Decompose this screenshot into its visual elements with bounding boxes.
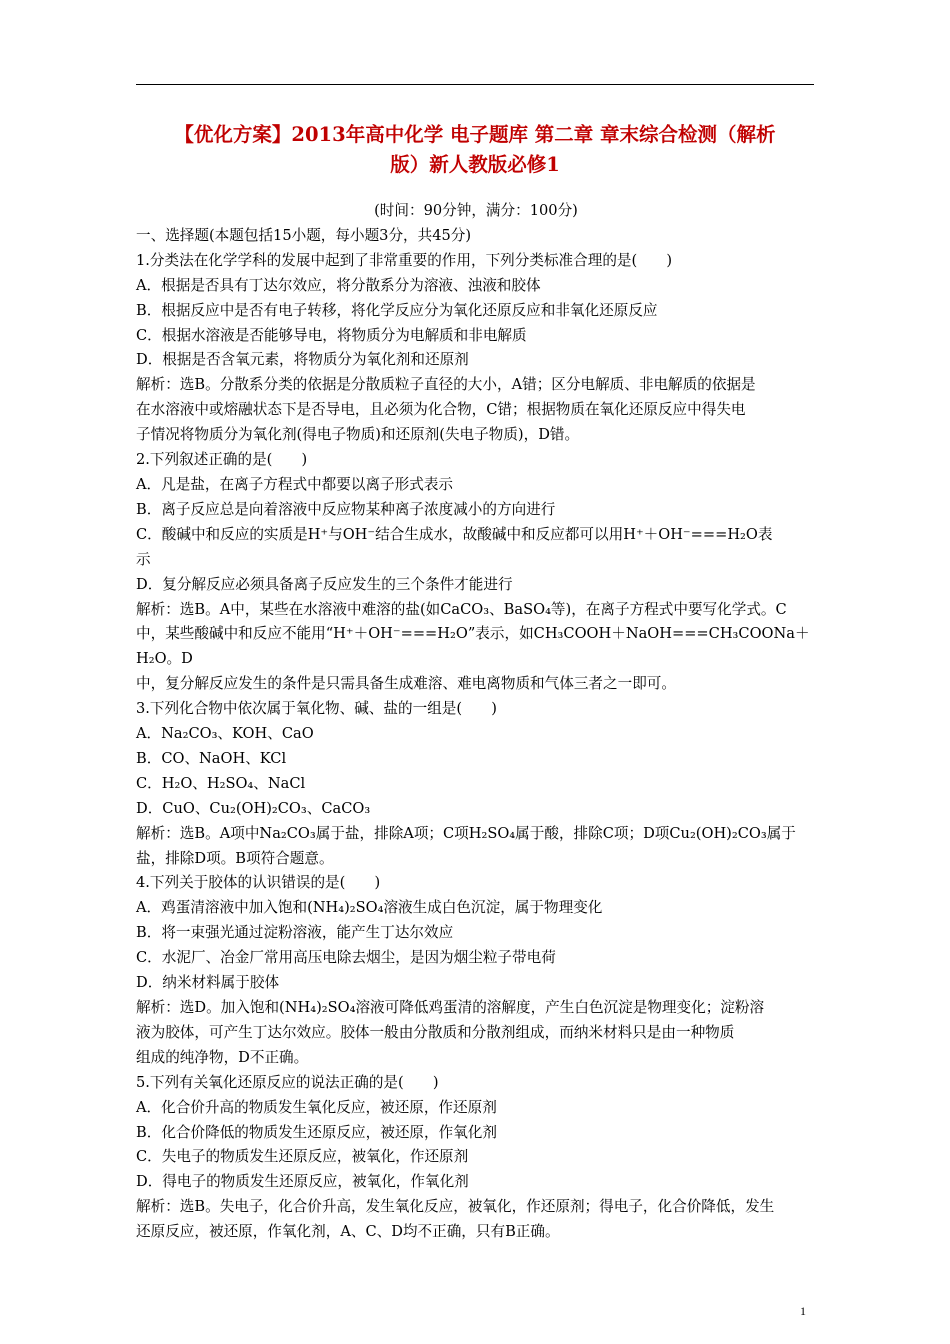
section-heading: 一、选择题(本题包括15小题，每小题3分，共45分) (136, 226, 472, 244)
option-2a: A．凡是盐，在离子方程式中都要以离子形式表示 (136, 475, 454, 493)
option-2b: B．离子反应总是向着溶液中反应物某种离子浓度减小的方向进行 (136, 500, 556, 518)
option-2c-cont: 示 (136, 550, 151, 568)
answer-1-line: 解析：选B。分散系分类的依据是分散质粒子直径的大小，A错；区分电解质、非电解质的依据是 (136, 376, 756, 394)
document-body (136, 199, 816, 1245)
answer-5-line: 解析：选B。失电子，化合价升高，发生氧化反应，被氧化，作还原剂；得电子，化合价降低，发生 (136, 1198, 775, 1216)
option-4c: C．水泥厂、冶金厂常用高压电除去烟尘，是因为烟尘粒子带电荷 (136, 949, 556, 967)
option-5a: A．化合价升高的物质发生氧化反应，被还原，作还原剂 (136, 1098, 497, 1116)
answer-4-line: 组成的纯净物，D不正确。 (136, 1048, 309, 1066)
option-3c: C．H₂O、H₂SO₄、NaCl (136, 774, 306, 792)
option-5c: C．失电子的物质发生还原反应，被氧化，作还原剂 (136, 1148, 469, 1166)
option-1b: B．根据反应中是否有电子转移，将化学反应分为氧化还原反应和非氧化还原反应 (136, 301, 658, 319)
exam-info: (时间：90分钟，满分：100分) (374, 202, 578, 219)
option-3d: D．CuO、Cu₂(OH)₂CO₃、CaCO₃ (136, 799, 371, 817)
option-5b: B．化合价降低的物质发生还原反应，被还原，作氧化剂 (136, 1123, 497, 1141)
option-4a: A．鸡蛋清溶液中加入饱和(NH₄)₂SO₄溶液生成白色沉淀，属于物理变化 (136, 899, 603, 917)
answer-2-line: 中，复分解反应发生的条件是只需具备生成难溶、难电离物质和气体三者之一即可。 (136, 675, 676, 693)
header-rule (136, 84, 814, 85)
question-3: 3.下列化合物中依次属于氧化物、碱、盐的一组是( ) (136, 700, 497, 718)
question-1: 1.分类法在化学学科的发展中起到了非常重要的作用，下列分类标准合理的是( ) (136, 251, 673, 269)
page-number: 1 (800, 1304, 806, 1318)
option-5d: D．得电子的物质发生还原反应，被氧化，作氧化剂 (136, 1173, 469, 1191)
document-title (136, 120, 814, 180)
option-1a: A．根据是否具有丁达尔效应，将分散系分为溶液、浊液和胶体 (136, 276, 541, 294)
answer-5-line: 还原反应，被还原，作氧化剂，A、C、D均不正确，只有B正确。 (136, 1223, 560, 1241)
question-2: 2.下列叙述正确的是( ) (136, 451, 308, 469)
answer-2-line: 中，某些酸碱中和反应不能用“H⁺＋OH⁻===H₂O”表示，如CH₃COOH＋NaOH===CH₃COONa＋H₂O。D (136, 625, 810, 668)
answer-3-line: 解析：选B。A项中Na₂CO₃属于盐，排除A项；C项H₂SO₄属于酸，排除C项；D项Cu₂(OH)₂CO₃属于 (136, 824, 796, 842)
answer-1-line: 在水溶液中或熔融状态下是否导电，且必须为化合物，C错；根据物质在氧化还原反应中得失电 (136, 401, 746, 419)
answer-1-line: 子情况将物质分为氧化剂(得电子物质)和还原剂(失电子物质)，D错。 (136, 426, 580, 444)
option-1d: D．根据是否含氧元素，将物质分为氧化剂和还原剂 (136, 351, 469, 369)
title-line-1: 【优化方案】2013年高中化学 电子题库 第二章 章末综合检测（解析 (174, 123, 776, 146)
question-5: 5.下列有关氧化还原反应的说法正确的是( ) (136, 1073, 439, 1091)
title-line-2: 版）新人教版必修1 (390, 153, 560, 176)
option-4d: D．纳米材料属于胶体 (136, 974, 280, 992)
option-4b: B．将一束强光通过淀粉溶液，能产生丁达尔效应 (136, 924, 454, 942)
option-3a: A．Na₂CO₃、KOH、CaO (136, 725, 314, 743)
option-2c: C．酸碱中和反应的实质是H⁺与OH⁻结合生成水，故酸碱中和反应都可以用H⁺＋OH⁻===H₂O表 (136, 525, 773, 543)
option-2d: D．复分解反应必须具备离子反应发生的三个条件才能进行 (136, 575, 513, 593)
option-3b: B．CO、NaOH、KCl (136, 749, 287, 767)
question-4: 4.下列关于胶体的认识错误的是( ) (136, 874, 381, 892)
answer-3-line: 盐，排除D项。B项符合题意。 (136, 849, 334, 867)
answer-2-line: 解析：选B。A中，某些在水溶液中难溶的盐(如CaCO₃、BaSO₄等)，在离子方程式中要写化学式。C (136, 600, 787, 618)
answer-4-line: 液为胶体，可产生丁达尔效应。胶体一般由分散质和分散剂组成，而纳米材料只是由一种物质 (136, 1023, 735, 1041)
answer-4-line: 解析：选D。加入饱和(NH₄)₂SO₄溶液可降低鸡蛋清的溶解度，产生白色沉淀是物理变化；淀粉溶 (136, 999, 765, 1016)
option-1c: C．根据水溶液是否能够导电，将物质分为电解质和非电解质 (136, 326, 527, 344)
